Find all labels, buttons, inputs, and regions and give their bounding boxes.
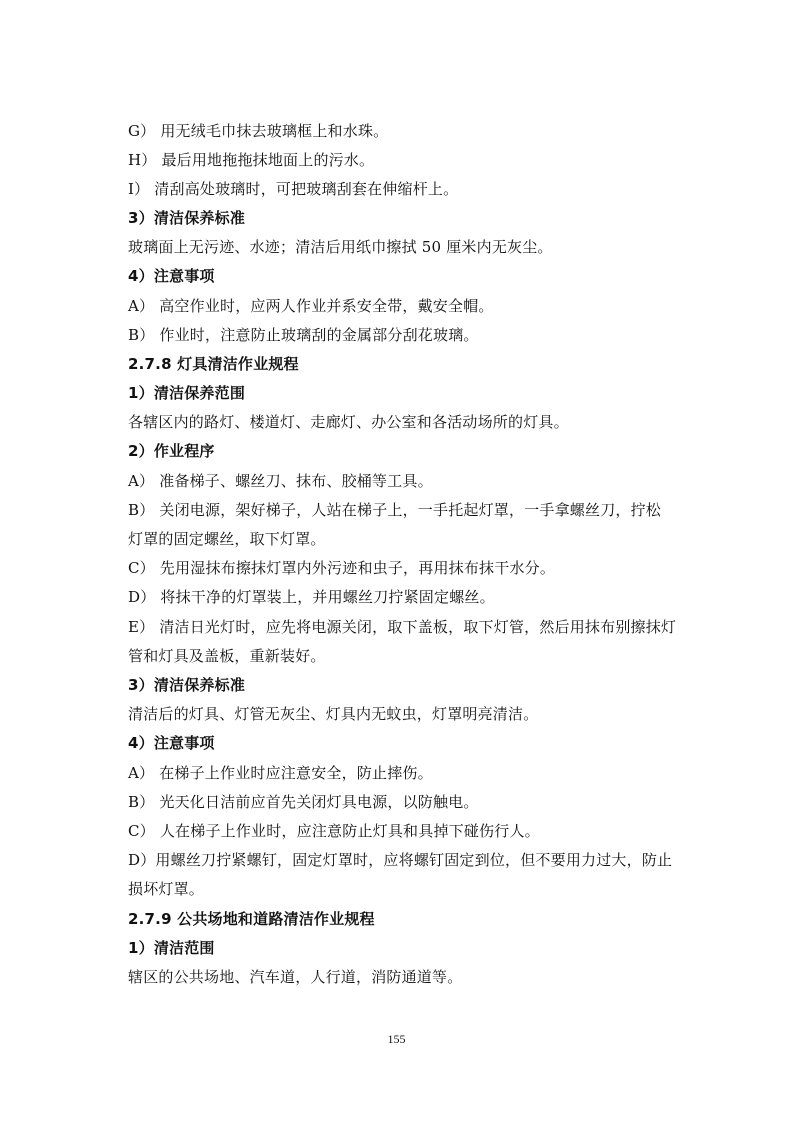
text-procedure-b: B） 关闭电源，架好梯子，人站在梯子上，一手托起灯罩，一手拿螺丝刀，拧松 [128,501,661,519]
text-precaution2-b: B） 光天化日洁前应首先关闭灯具电源，以防触电。 [128,793,479,811]
subheading-precautions-2: 4）注意事项 [128,734,215,752]
text-precaution2-d: D）用螺丝刀拧紧螺钉，固定灯罩时，应将螺钉固定到位，但不要用力过大，防止 [128,851,673,869]
subheading-scope-2: 1）清洁范围 [128,939,215,957]
subheading-scope: 1）清洁保养范围 [128,384,246,402]
text-procedure-e-cont: 管和灯具及盖板，重新装好。 [128,647,326,665]
text-line-i: I） 清刮高处玻璃时，可把玻璃刮套在伸缩杆上。 [128,180,459,198]
page-number: 155 [387,1032,406,1046]
subheading-procedure: 2）作业程序 [128,442,215,460]
text-precaution-a: A） 高空作业时，应两人作业并系安全带，戴安全帽。 [128,297,494,315]
text-procedure-c: C） 先用湿抹布擦抹灯罩内外污迹和虫子，再用抹布抹干水分。 [128,559,556,577]
text-precaution-b: B） 作业时，注意防止玻璃刮的金属部分刮花玻璃。 [128,326,479,344]
text-scope-lamps: 各辖区内的路灯、楼道灯、走廊灯、办公室和各活动场所的灯具。 [128,413,569,431]
subheading-cleaning-standard-2: 3）清洁保养标准 [128,676,246,694]
text-standard-lamps: 清洁后的灯具、灯管无灰尘、灯具内无蚊虫，灯罩明亮清洁。 [128,705,539,723]
text-procedure-b-cont: 灯罩的固定螺丝，取下灯罩。 [128,530,326,548]
text-line-g: G） 用无绒毛巾抹去玻璃框上和水珠。 [128,122,389,140]
text-procedure-e: E） 清洁日光灯时，应先将电源关闭，取下盖板，取下灯管，然后用抹布别擦抹灯 [128,618,677,636]
subheading-precautions: 4）注意事项 [128,267,215,285]
text-precaution2-a: A） 在梯子上作业时应注意安全，防止摔伤。 [128,764,433,782]
section-heading-2-7-8: 2.7.8 灯具清洁作业规程 [128,355,299,373]
subheading-cleaning-standard: 3）清洁保养标准 [128,209,246,227]
text-precaution2-d-cont: 损坏灯罩。 [128,880,205,898]
text-scope-public: 辖区的公共场地、汽车道，人行道，消防通道等。 [128,968,463,986]
text-standard-glass: 玻璃面上无污迹、水迹；清洁后用纸巾擦拭 50 厘米内无灰尘。 [128,238,553,256]
text-procedure-a: A） 准备梯子、螺丝刀、抹布、胶桶等工具。 [128,472,433,490]
text-line-h: H） 最后用地拖拖抹地面上的污水。 [128,151,375,169]
text-procedure-d: D） 将抹干净的灯罩装上，并用螺丝刀拧紧固定螺丝。 [128,588,495,606]
section-heading-2-7-9: 2.7.9 公共场地和道路清洁作业规程 [128,910,375,928]
text-precaution2-c: C） 人在梯子上作业时，应注意防止灯具和具掉下碰伤行人。 [128,822,540,840]
